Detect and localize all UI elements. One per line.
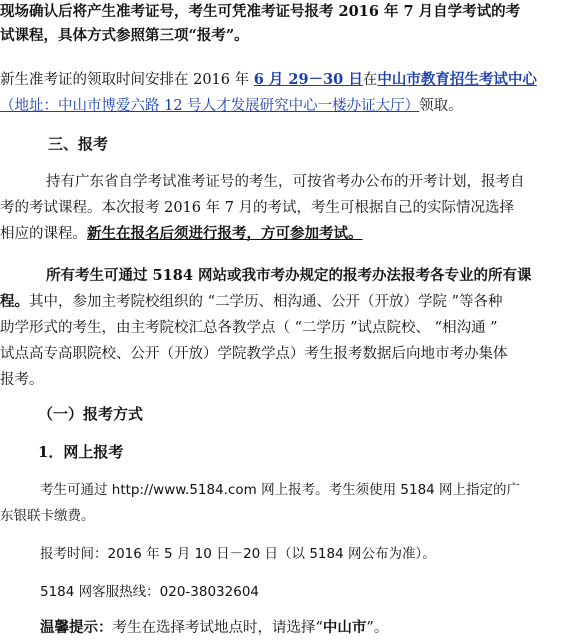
p1-line-2: 试课程，具体方式参照第三项“报考”。 <box>0 27 249 44</box>
registration-period: 报考时间：2016 年 5 月 10 日－20 日（以 5184 网公布为准）。 <box>40 546 436 562</box>
subsection-title-online: 1．网上报考 <box>38 443 124 461</box>
exam-center-name: 中山市教育招生考试中心 <box>377 71 537 88</box>
p3-line-1: 持有广东省自学考试准考证号的考生，可按省考办公布的开考计划，报考自 <box>46 174 525 190</box>
p2-text: 新生准考证的领取时间安排在 2016 年 <box>0 72 254 88</box>
p3-line-2: 考的考试课程。本次报考 2016 年 7 月的考试，考生可根据自己的实际情况选择 <box>0 200 515 216</box>
p5-line-1: 考生可通过 http://www.5184.com 网上报考。考生须使用 5184 网上指定的广 <box>40 482 521 498</box>
p4-line-1: 所有考生可通过 5184 网站或我市考办规定的报考办法报考各专业的所有课 <box>46 267 532 284</box>
p3-line-3 <box>0 224 363 244</box>
p2-line-1 <box>0 70 537 90</box>
p4-bold-end: 程。 <box>0 293 29 310</box>
tip-label: 温馨提示： <box>40 619 113 636</box>
section-title-baokao: 三、报考 <box>48 135 109 153</box>
tip-end: ”。 <box>366 620 389 636</box>
collection-date: 6 月 29－30 日 <box>253 71 363 88</box>
p4-line-5: 报考。 <box>0 372 44 388</box>
p4-line-2 <box>0 292 503 312</box>
tip-city: 中山市 <box>322 619 367 636</box>
p2-end: 领取。 <box>419 98 463 114</box>
tip-text: 考生在选择考试地点时，请选择“ <box>112 620 323 636</box>
subsection-title-method: （一）报考方式 <box>38 405 144 423</box>
p1-line-1: 现场确认后将产生准考证号，考生可凭准考证号报考 2016 年 7 月自学考试的考 <box>0 3 521 20</box>
p4-line-3: 助学形式的考生，由主考院校汇总各教学点（ “二学历 ”试点院校、 “相沟通 ” <box>0 320 498 336</box>
p4-line-4: 试点高专高职院校、公开（开放）学院教学点）考生报考数据后向地市考办集体 <box>0 346 508 362</box>
p2-line-2 <box>0 96 463 116</box>
p5-line-2: 东银联卡缴费。 <box>0 508 95 524</box>
tip-line <box>40 618 388 638</box>
exam-center-address: （地址：中山市博爱六路 12 号人才发展研究中心一楼办证大厅） <box>0 98 420 114</box>
hotline: 5184 网客服热线：020-38032604 <box>40 584 259 600</box>
new-student-note: 新生在报名后须进行报考，方可参加考试。 <box>87 225 363 242</box>
p3-text: 相应的课程。 <box>0 226 87 242</box>
p4-text: 其中，参加主考院校组织的 “二学历、相沟通、公开（开放）学院 ”等各种 <box>29 294 503 310</box>
p2-at: 在 <box>362 72 378 88</box>
